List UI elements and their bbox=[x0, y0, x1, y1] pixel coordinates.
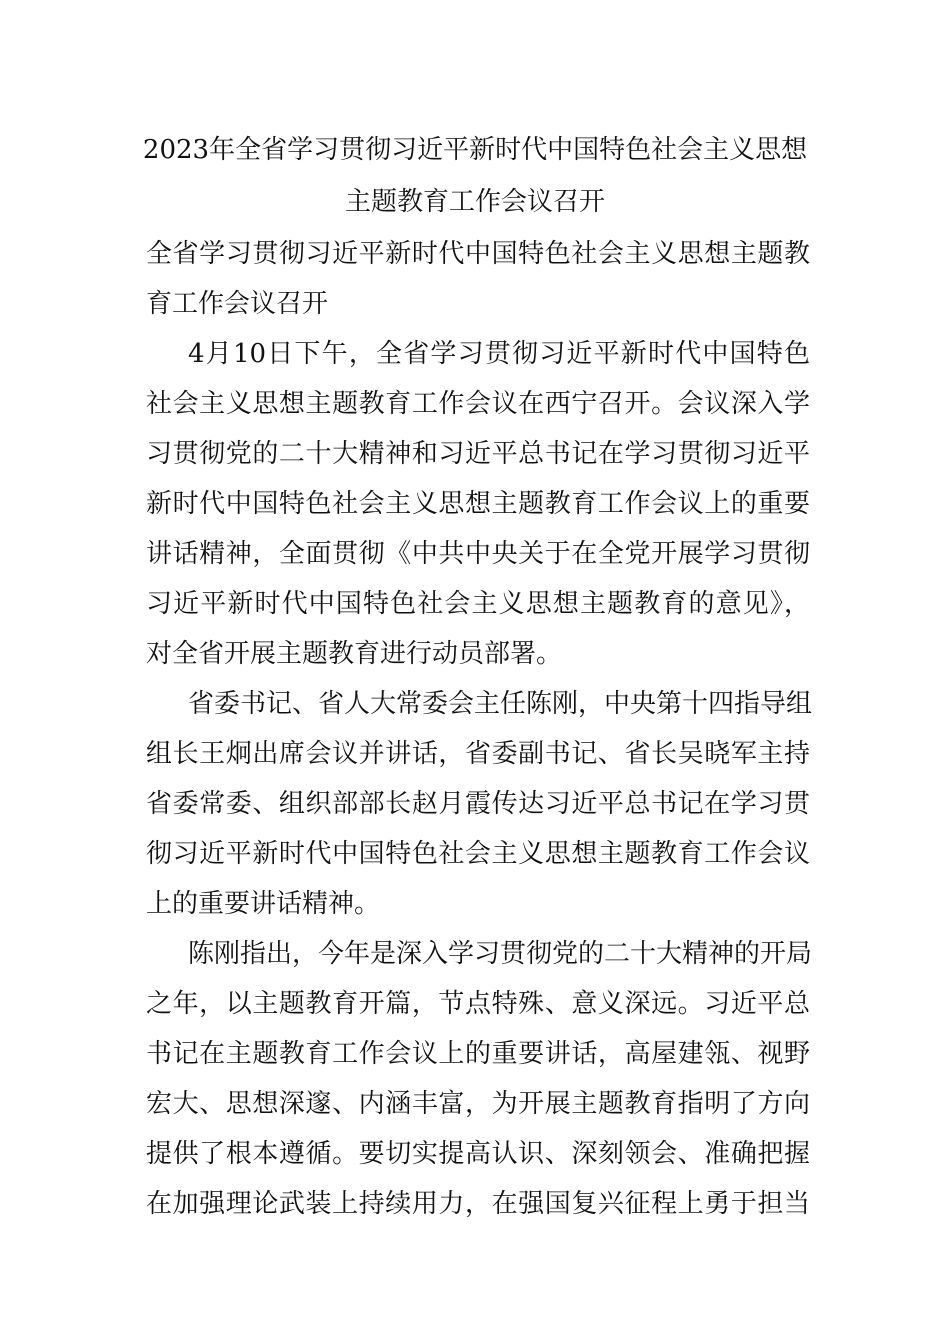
paragraph-1-line-7: 对全省开展主题教育进行动员部署。 bbox=[146, 639, 563, 669]
paragraph-3-line-5: 提供了根本遵循。要切实提高认识、深刻领会、准确把握 bbox=[146, 1139, 810, 1169]
document-title-line-2: 主题教育工作会议召开 bbox=[344, 187, 605, 217]
paragraph-1-line-2: 社会主义思想主题教育工作会议在西宁召开。会议深入学 bbox=[146, 389, 810, 419]
paragraph-3-line-2: 之年，以主题教育开篇，节点特殊、意义深远。习近平总 bbox=[146, 989, 810, 1019]
document-subtitle-line-1: 全省学习贯彻习近平新时代中国特色社会主义思想主题教 bbox=[146, 239, 810, 269]
paragraph-2-line-4: 彻习近平新时代中国特色社会主义思想主题教育工作会议 bbox=[146, 839, 810, 869]
paragraph-3-line-3: 书记在主题教育工作会议上的重要讲话，高屋建瓴、视野 bbox=[146, 1039, 810, 1069]
paragraph-3-line-4: 宏大、思想深邃、内涵丰富，为开展主题教育指明了方向 bbox=[146, 1089, 810, 1119]
paragraph-1-line-1: 4月10日下午，全省学习贯彻习近平新时代中国特色 bbox=[188, 339, 810, 369]
paragraph-1-line-3: 习贯彻党的二十大精神和习近平总书记在学习贯彻习近平 bbox=[146, 439, 810, 469]
paragraph-1-line-4: 新时代中国特色社会主义思想主题教育工作会议上的重要 bbox=[146, 489, 810, 519]
paragraph-2-line-5: 上的重要讲话精神。 bbox=[146, 889, 381, 919]
paragraph-2-line-3: 省委常委、组织部部长赵月霞传达习近平总书记在学习贯 bbox=[146, 789, 810, 819]
paragraph-1-line-5: 讲话精神，全面贯彻《中共中央关于在全党开展学习贯彻 bbox=[146, 539, 810, 569]
paragraph-2-line-2: 组长王炯出席会议并讲话，省委副书记、省长吴晓军主持 bbox=[146, 739, 810, 769]
paragraph-1-line-6: 习近平新时代中国特色社会主义思想主题教育的意见》， bbox=[146, 589, 810, 619]
document-subtitle-line-2: 育工作会议召开 bbox=[146, 289, 329, 319]
paragraph-2-line-1: 省委书记、省人大常委会主任陈刚，中央第十四指导组 bbox=[188, 689, 813, 719]
paragraph-3-line-1: 陈刚指出，今年是深入学习贯彻党的二十大精神的开局 bbox=[188, 939, 813, 969]
document-title-line-1: 2023年全省学习贯彻习近平新时代中国特色社会主义思想 bbox=[142, 135, 808, 165]
paragraph-3-line-6: 在加强理论武装上持续用力，在强国复兴征程上勇于担当 bbox=[146, 1189, 810, 1219]
